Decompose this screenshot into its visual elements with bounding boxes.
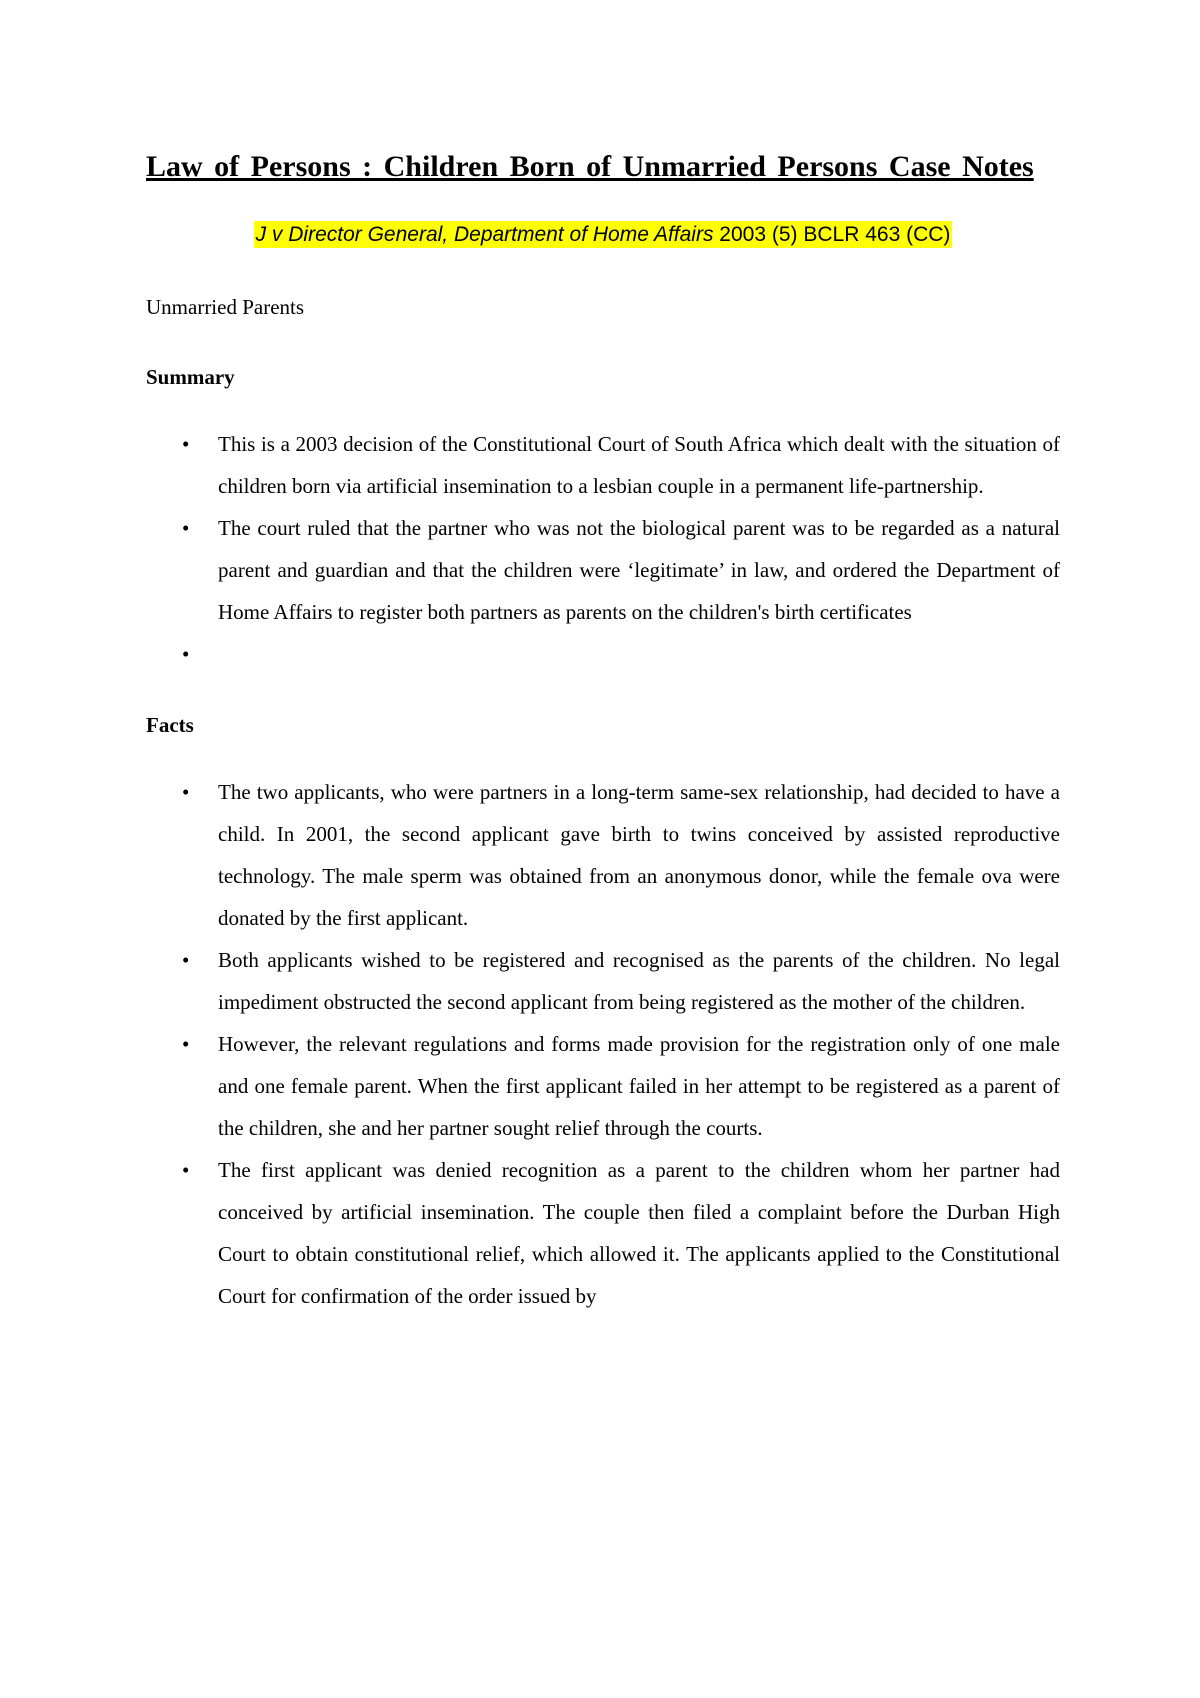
facts-heading: Facts — [146, 713, 194, 737]
page-title: Law of Persons : Children Born of Unmarried Persons Case Notes — [146, 150, 1034, 183]
list-item-empty — [146, 633, 1060, 675]
list-item — [146, 1149, 1060, 1317]
case-name: J v Director General, Department of Home Affairs — [255, 223, 714, 246]
citation-highlight — [254, 221, 953, 248]
list-item-text: This is a 2003 decision of the Constitutional Court of South Africa which dealt with the situation of children born via artificial insemination to a lesbian couple in a permanent life-partnership. — [218, 432, 1060, 498]
list-item — [146, 939, 1060, 1023]
bullet-icon: • — [182, 1158, 190, 1182]
facts-list — [146, 771, 1060, 1317]
case-citation — [146, 219, 1060, 251]
case-reference: 2003 (5) BCLR 463 (CC) — [713, 223, 951, 246]
list-item-text: The court ruled that the partner who was not the biological parent was to be regarded as a natural parent and guardian and that the children were ‘legitimate’ in law, and ordered the Department of Home Affairs to register both partners as parents on the children's birth certificates — [218, 516, 1060, 624]
bullet-icon: • — [182, 1032, 190, 1056]
list-item — [146, 507, 1060, 633]
bullet-icon: • — [182, 432, 190, 456]
list-item-text: The first applicant was denied recognition as a parent to the children whom her partner had conceived by artificial insemination. The couple then filed a complaint before the Durban High Court to obtain constitutional relief, which allowed it. The applicants applied to the Constitutional Court for confirmation of the order issued by — [218, 1158, 1060, 1308]
bullet-icon: • — [182, 516, 190, 540]
bullet-icon: • — [182, 780, 190, 804]
topic-label: Unmarried Parents — [146, 295, 305, 319]
summary-list — [146, 423, 1060, 675]
list-item-text: However, the relevant regulations and forms made provision for the registration only of one male and one female parent. When the first applicant failed in her attempt to be registered as a parent of the children, she and her partner sought relief through the courts. — [218, 1032, 1060, 1140]
document-page — [146, 138, 1060, 1317]
list-item-text: Both applicants wished to be registered and recognised as the parents of the children. No legal impediment obstructed the second applicant from being registered as the mother of the children. — [218, 948, 1060, 1014]
list-item-text: The two applicants, who were partners in a long-term same-sex relationship, had decided to have a child. In 2001, the second applicant gave birth to twins conceived by assisted reproductive technology. The male sperm was obtained from an anonymous donor, while the female ova were donated by the first applicant. — [218, 780, 1060, 930]
list-item — [146, 771, 1060, 939]
list-item — [146, 1023, 1060, 1149]
list-item — [146, 423, 1060, 507]
bullet-icon: • — [182, 642, 190, 666]
summary-heading: Summary — [146, 365, 235, 389]
bullet-icon: • — [182, 948, 190, 972]
